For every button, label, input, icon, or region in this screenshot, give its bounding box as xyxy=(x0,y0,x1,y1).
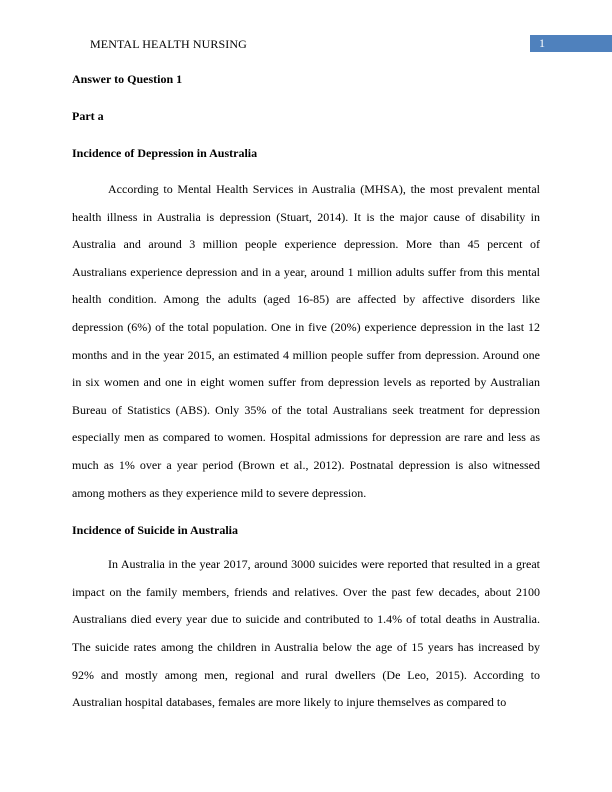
paragraph-suicide: In Australia in the year 2017, around 3000 suicides were reported that resulted in a great impact on the family members, friends and relatives. Over the past few decades, about 2100 Australians died every year due to suicide and contributed to 1.4% of total deaths in Australia. The suicide rates among the children in Australia below the age of 15 years has increased by 92% and mostly among men, regional and rural dwellers (De Leo, 2015). According to Australian hospital databases, females are more likely to injure themselves as compared to xyxy=(72,557,540,710)
paragraph-depression: According to Mental Health Services in Australia (MHSA), the most prevalent mental health illness in Australia is depression (Stuart, 2014). It is the major cause of disability in Australia and around 3 million people experience depression. More than 45 percent of Australians experience depression and in a year, around 1 million adults suffer from this mental health condition. Among the adults (aged 16-85) are affected by affective disorders like depression (6%) of the total population. One in five (20%) experience depression in the last 12 months and in the year 2015, an estimated 4 million people suffer from depression. Around one in six women and one in eight women suffer from depression levels as reported by Australian Bureau of Statistics (ABS). Only 35% of the total Australians seek treatment for depression especially men as compared to women. Hospital admissions for depression are rare and less as much as 1% over a year period (Brown et al., 2012). Postnatal depression is also witnessed among mothers as they experience mild to severe depression. xyxy=(72,182,540,500)
page-number: 1 xyxy=(539,36,545,50)
heading-part: Part a xyxy=(72,109,104,123)
heading-suicide: Incidence of Suicide in Australia xyxy=(72,523,239,538)
page-number-box xyxy=(530,35,612,52)
heading-depression: Incidence of Depression in Australia xyxy=(72,146,258,160)
document-body xyxy=(72,69,540,717)
running-head: MENTAL HEALTH NURSING xyxy=(90,37,247,51)
heading-answer: Answer to Question 1 xyxy=(72,72,183,86)
